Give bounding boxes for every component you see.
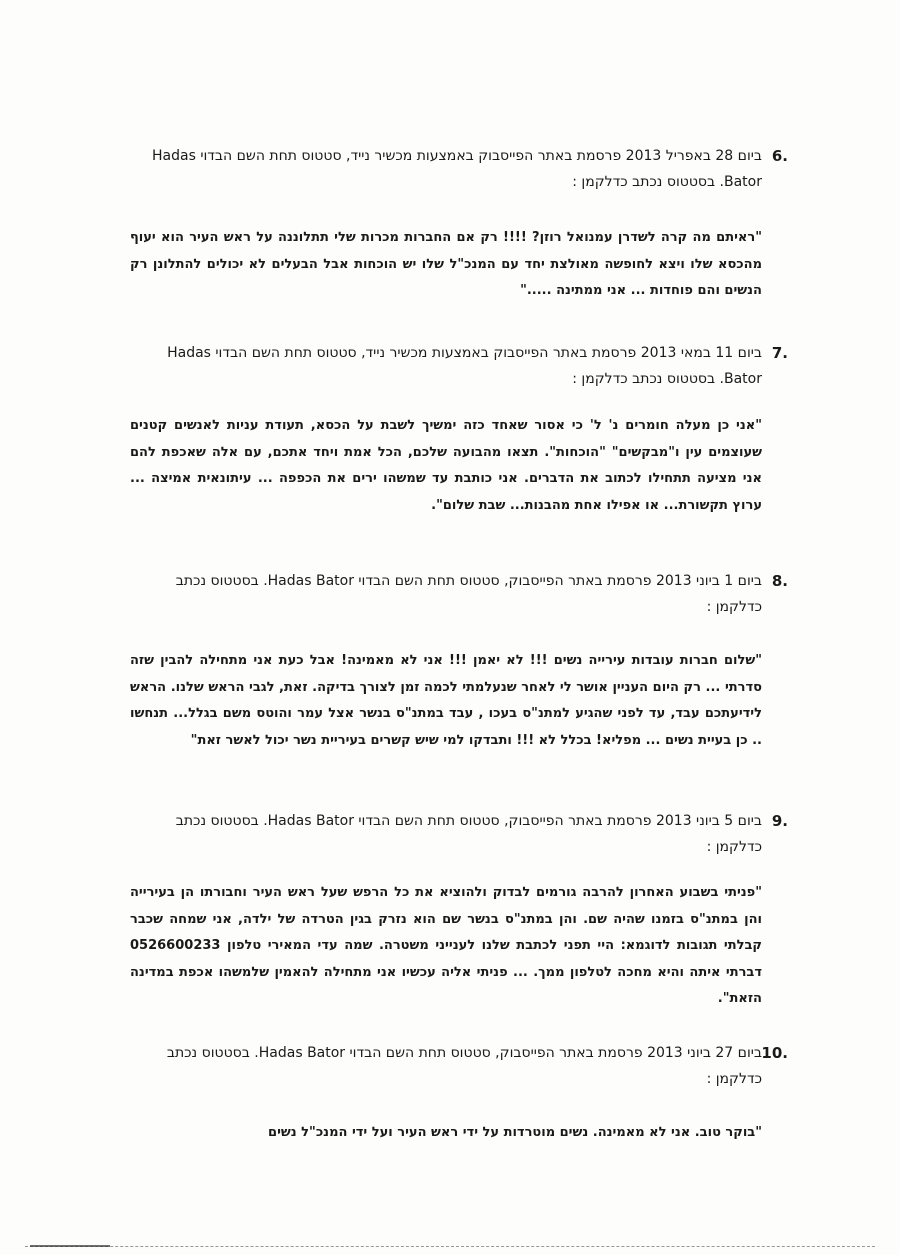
footer-scan-line bbox=[25, 1246, 875, 1249]
quote-7: "אני כן מעלה חומרים נ' ל' כי אסור שאחד כזה ימשיך לשבת על הכסא, תעודת עניות לאנשים קטנים שעוצמים עין ו"מבקשים" "הוכחות". תצאו מהבועה שלכם, הכל אמת ויחד אתכם, עם אלה שאכפת להם אני מציעה תתחילו לכתוב את הדברים. אני כותבת עד שמשהו ירים את הכפפה ... עיתונאית אמיצה ... ערוץ תקשורת... או אפילו אחת מהבנות... שבת שלום". bbox=[130, 418, 762, 513]
paragraph-number: 8. bbox=[771, 572, 788, 590]
paragraph-9 bbox=[142, 808, 788, 860]
paragraph-intro: ביום 27 ביוני 2013 פרסמת באתר הפייסבוק, סטטוס תחת השם הבדוי Hadas Bator. בסטטוס נכתב כדלקמן : bbox=[166, 1045, 762, 1087]
paragraph-7 bbox=[142, 340, 788, 392]
paragraph-10 bbox=[142, 1040, 788, 1092]
quote-9: "פניתי בשבוע האחרון להרבה גורמים לבדוק ולהוציא את כל הרפש שעל ראש העיר וחבורתו הן בעירייה והן במתנ"ס בזמנו שהיה שם. והן במתנ"ס בנשר שם הוא נזרק בגין הטרדה של ילדה, אני שמחה שכבר קבלתי תגובות לדוגמא: היי תפני לכתבת שלנו לענייני משטרה. שמה עדי המאירי טלפון 0526600233 דברתי איתה והיא מחכה לטלפון ממך. ... פניתי אליה עכשיו אני מתחילה להאמין שלמשהו אכפת במדינה הזאת". bbox=[130, 885, 762, 1006]
quote-6: "ראיתם מה קרה לשדרן עמנואל רוזן? !!!! רק אם החברות מכרות שלי תתלוננה על ראש העיר הוא יעוף מהכסא שלו ויצא לחופשה מאולצת יחד עם המנכ"ל שלו יש הוכחות אבל הבעלים לא יכולים להתלונן רק הנשים והם פוחדות ... אני ממתינה ....." bbox=[130, 230, 762, 298]
paragraph-8 bbox=[142, 568, 788, 620]
paragraph-number: 7. bbox=[771, 344, 788, 362]
paragraph-intro: ביום 1 ביוני 2013 פרסמת באתר הפייסבוק, סטטוס תחת השם הבדוי Hadas Bator. בסטטוס נכתב כדלקמן : bbox=[175, 573, 762, 615]
paragraph-intro: ביום 11 במאי 2013 פרסמת באתר הפייסבוק באמצעות מכשיר נייד, סטטוס תחת השם הבדוי Hadas Bator. בסטטוס נכתב כדלקמן : bbox=[167, 345, 762, 387]
paragraph-number: 10. bbox=[761, 1044, 788, 1062]
quote-8: "שלום חברות עובדות עירייה נשים !!! לא יאמן !!! אני לא מאמינה! אבל כעת אני מתחילה להבין שזה סדרתי ... רק היום העניין אושר לי לאחר שנעלמתי לכמה זמן לצורך בדיקה. זאת, לגבי הראש שלנו. הראש לידיעתכם עבד, עד לפני שהגיע למתנ"ס בעכו , עבד במתנ"ס בנשר אצל עמר והוטס משם בגלל... תנחשו .. כן בעיית נשים ... מפליא! בכלל לא !!! ותבדקו למי שיש קשרים בעיריית נשר יכול לאשר זאת" bbox=[130, 653, 762, 748]
paragraph-number: 9. bbox=[771, 812, 788, 830]
paragraph-6 bbox=[142, 143, 788, 195]
paragraph-intro: ביום 5 ביוני 2013 פרסמת באתר הפייסבוק, סטטוס תחת השם הבדוי Hadas Bator. בסטטוס נכתב כדלקמן : bbox=[175, 813, 762, 855]
quote-10: "בוקר טוב. אני לא מאמינה. נשים מוטרדות על ידי ראש העיר ועל ידי המנכ"ל נשים bbox=[268, 1125, 762, 1140]
footer-mark bbox=[30, 1245, 110, 1247]
paragraph-intro: ביום 28 באפריל 2013 פרסמת באתר הפייסבוק באמצעות מכשיר נייד, סטטוס תחת השם הבדוי Hadas Bator. בסטטוס נכתב כדלקמן : bbox=[152, 148, 762, 190]
paragraph-number: 6. bbox=[771, 147, 788, 165]
